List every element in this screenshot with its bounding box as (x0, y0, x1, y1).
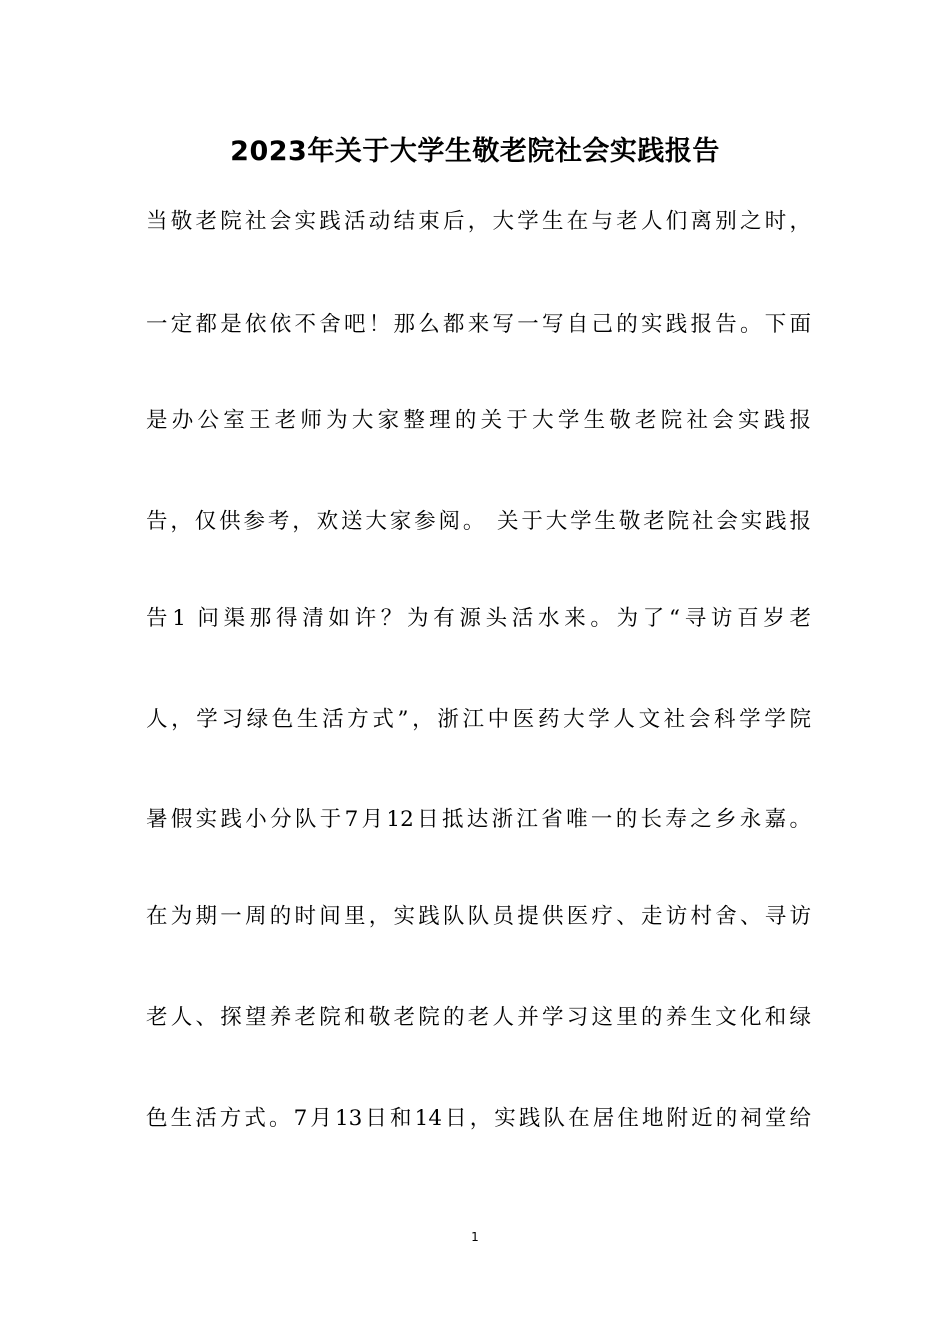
body-line: 暑假实践小分队于7月12日抵达浙江省唯一的长寿之乡永嘉。 (146, 807, 811, 832)
body-line: 一定都是依依不舍吧！那么都来写一写自己的实践报告。下面 (146, 312, 811, 337)
body-line: 告1 问渠那得清如许？为有源头活水来。为了“寻访百岁老 (146, 606, 811, 631)
body-line: 人，学习绿色生活方式”，浙江中医药大学人文社会科学学院 (146, 707, 811, 732)
body-line: 老人、探望养老院和敬老院的老人并学习这里的养生文化和绿 (146, 1005, 811, 1030)
body-line: 当敬老院社会实践活动结束后，大学生在与老人们离别之时， (146, 209, 811, 234)
body-line: 是办公室王老师为大家整理的关于大学生敬老院社会实践报 (146, 408, 811, 433)
document-title: 2023年关于大学生敬老院社会实践报告 (230, 136, 720, 167)
body-line: 告，仅供参考，欢送大家参阅。 关于大学生敬老院社会实践报 (146, 509, 811, 534)
body-line: 在为期一周的时间里，实践队队员提供医疗、走访村舍、寻访 (146, 904, 811, 929)
body-line: 色生活方式。7月13日和14日，实践队在居住地附近的祠堂给 (146, 1106, 811, 1131)
page-number: 1 (471, 1230, 479, 1244)
